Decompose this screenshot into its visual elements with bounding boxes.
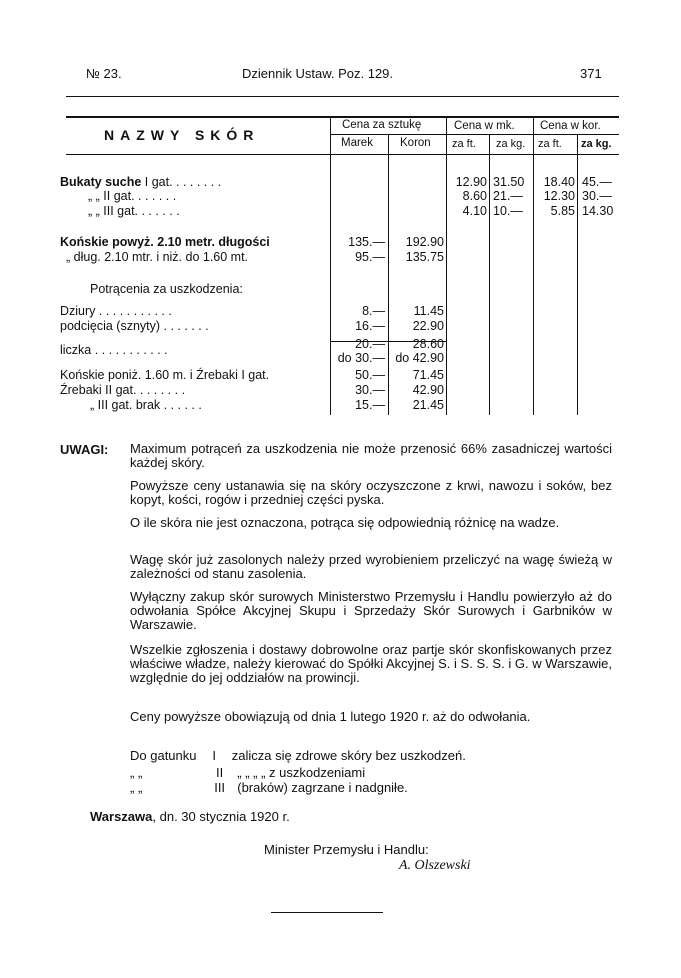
cell-marek: do 30.— [337, 351, 385, 365]
cell-marek: 50.— [355, 368, 385, 382]
note-paragraph: O ile skóra nie jest oznaczona, potrąca się odpowiednią różnicę na wadze. [130, 515, 560, 530]
cell-marek: 20.— [355, 337, 385, 351]
cell-marek: 15.— [355, 398, 385, 412]
col-kor-kg: za kg. [581, 138, 612, 150]
col-divider [446, 118, 447, 415]
row-label-bold: Końskie powyż. 2.10 metr. długości [60, 235, 270, 249]
footer-rule [271, 912, 383, 913]
col-kor-ft: za ft. [538, 138, 562, 150]
cell-koron: 22.90 [412, 319, 444, 333]
cell-koron: 192.90 [405, 235, 444, 249]
note-paragraph: Wszelkie zgłoszenia i dostawy dobrowolne oraz partje skór skonfiskowanych przez właściwe władze, należy kierować do Spółki Akcyjnej S. i S. S. S. i G. w Warszawie, względnie do jej oddziałów na prowincji. [130, 642, 612, 685]
note-paragraph: Powyższe ceny ustanawia się na skóry oczyszczone z krwi, nawozu i soków, bez kopyt, kości, rogów i przedniej części pyska. [130, 478, 612, 507]
cell-koron: 71.45 [412, 368, 444, 382]
col-mk-kg: za kg. [496, 138, 526, 150]
cell-koron: 11.45 [413, 304, 444, 318]
cell-marek: 95.— [355, 250, 385, 264]
row-label: Dziury . . . . . . . . . . . [60, 304, 172, 318]
signer-title: Minister Przemysłu i Handlu: [264, 842, 429, 857]
grade-prefix: „ „ [130, 780, 143, 795]
grade-number: III [214, 780, 226, 795]
cell-koron: 21.45 [412, 398, 444, 412]
price-per-piece-header: Cena za sztukę [342, 119, 422, 131]
cell-kor-kg: 14.30 [582, 204, 614, 218]
col-marek: Marek [341, 137, 373, 149]
table-row [60, 384, 185, 397]
table-row [60, 369, 269, 382]
cell-mk-kg: 21.— [493, 189, 523, 203]
price-marks-header: Cena w mk. [454, 120, 515, 132]
cell-kor-kg: 45.— [582, 175, 612, 189]
row-label: „ III gat. brak . . . . . . [90, 398, 202, 412]
table-row [60, 305, 172, 318]
row-label: podcięcia (sznyty) . . . . . . . [60, 319, 209, 333]
price-crowns-header: Cena w kor. [540, 120, 601, 132]
cell-kor-kg: 30.— [582, 189, 612, 203]
date: , dn. 30 stycznia 1920 r. [152, 809, 290, 824]
grade-text: „ „ „ „ z uszkodzeniami [237, 765, 366, 780]
cell-mk-kg: 10.— [493, 204, 523, 218]
col-divider [577, 134, 578, 415]
row-label: I gat. . . . . . . . [141, 175, 222, 189]
note-paragraph: Ceny powyższe obowiązują od dnia 1 lutego 1920 r. aż do odwołania. [130, 709, 531, 724]
col-divider [533, 118, 534, 415]
grade-text: zalicza się zdrowe skóry bez uszkodzeń. [231, 748, 466, 763]
cell-koron: 135.75 [405, 250, 444, 264]
journal-title: Dziennik Ustaw. Poz. 129. [242, 66, 394, 81]
table-row [88, 205, 180, 218]
col-mk-ft: za ft. [452, 138, 476, 150]
table-row [60, 236, 270, 249]
cell-koron: 42.90 [412, 383, 444, 397]
table-row [66, 251, 248, 264]
notes-label: UWAGI: [60, 442, 109, 457]
issue-number: № 23. [86, 66, 122, 81]
grade-number: I [212, 748, 216, 763]
note-paragraph: Wagę skór już zasolonych należy przed wyrobieniem przeliczyć na wagę świeżą w zależności od stanu zasolenia. [130, 552, 612, 581]
grade-number: II [216, 765, 224, 780]
row-label: liczka . . . . . . . . . . . [60, 343, 168, 357]
signer-name: A. Olszewski [399, 858, 471, 873]
cell-koron: 28.60 [412, 337, 444, 351]
grade-line [130, 765, 365, 780]
table-row [60, 320, 209, 333]
names-column-header: NAZWY SKÓR [104, 127, 260, 143]
cell-kor-ft: 12.30 [543, 189, 575, 203]
grade-line [130, 780, 408, 795]
cell-mk-kg: 31.50 [493, 175, 525, 189]
table-row [90, 399, 202, 412]
grade-line [130, 748, 466, 763]
page-number: 371 [580, 66, 602, 81]
cell-marek: 30.— [355, 383, 385, 397]
header-bottom-rule [66, 154, 619, 155]
cell-mk-ft: 4.10 [462, 204, 487, 218]
table-row [60, 344, 168, 357]
cell-kor-ft: 5.85 [550, 204, 575, 218]
cell-marek: 16.— [355, 319, 385, 333]
issue-place-date [90, 809, 290, 824]
col-divider [489, 134, 490, 415]
cell-mk-ft: 12.90 [455, 175, 487, 189]
note-paragraph: Maximum potrąceń za uszkodzenia nie może przenosić 66% zasadniczej wartości każdej skóry. [130, 441, 612, 470]
note-paragraph: Wyłączny zakup skór surowych Ministerstwo Przemysłu i Handlu powierzyło aż do odwołania Spółce Akcyjnej Skupu i Sprzedaży Skór Surowych i Garbników w Warszawie. [130, 589, 612, 632]
cell-koron: do 42.90 [395, 351, 444, 365]
subheader-rule [330, 134, 619, 135]
row-label: „ „ III gat. . . . . . . [88, 204, 180, 218]
table-top-rule [66, 116, 619, 118]
table-row [88, 190, 176, 203]
row-label: Źrebaki II gat. . . . . . . . [60, 383, 186, 397]
row-label: Potrącenia za uszkodzenia: [90, 282, 243, 296]
col-koron: Koron [400, 137, 431, 149]
table-row [60, 176, 221, 189]
place: Warszawa [90, 809, 153, 824]
grade-prefix: „ „ [130, 765, 143, 780]
row-label: „ dług. 2.10 mtr. i niż. do 1.60 mt. [66, 250, 249, 264]
cell-kor-ft: 18.40 [543, 175, 575, 189]
cell-marek: 135.— [348, 235, 385, 249]
header-rule [66, 96, 619, 97]
row-label-bold: Bukaty suche [60, 175, 142, 189]
table-row [90, 283, 243, 296]
row-label: Końskie poniż. 1.60 m. i Źrebaki I gat. [60, 368, 270, 382]
grade-prefix: Do gatunku [130, 748, 197, 763]
cell-marek: 8.— [362, 304, 385, 318]
grade-text: (braków) zagrzane i nadgniłe. [237, 780, 408, 795]
cell-mk-ft: 8.60 [462, 189, 487, 203]
row-label: „ „ II gat. . . . . . . [88, 189, 177, 203]
